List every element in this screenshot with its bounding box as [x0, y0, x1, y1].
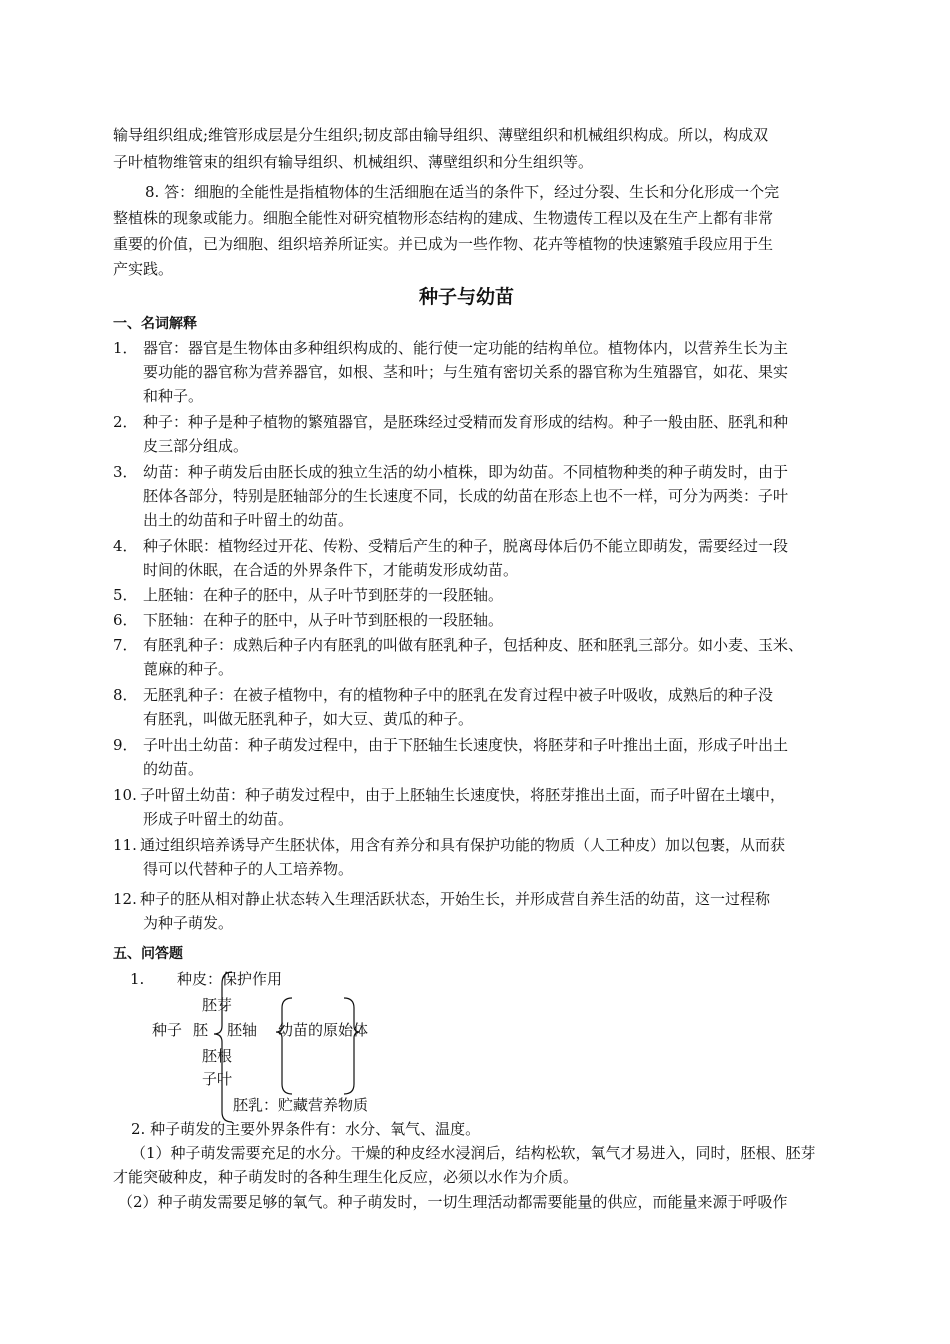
intro-answer-8-line-2: 整植株的现象或能力。细胞全能性对研究植物形态结构的建成、生物遗传工程以及在生产上都有非常 — [113, 209, 774, 227]
q1-number: 1. — [130, 970, 145, 988]
item-number: 3． — [113, 463, 138, 481]
embryo-label: 胚 — [193, 1021, 209, 1039]
part5-heading: 五、问答题 — [113, 946, 183, 962]
water-condition-line-2: 才能突破种皮，种子萌发时的各种生理生化反应，必须以水作为介质。 — [113, 1168, 579, 1186]
item-text: 上胚轴：在种子的胚中，从子叶节到胚芽的一段胚轴。 — [143, 586, 504, 604]
item-text: 下胚轴：在种子的胚中，从子叶节到胚根的一段胚轴。 — [143, 611, 504, 629]
embryonic-axis-label: 胚轴 — [227, 1021, 258, 1039]
item-number: 9． — [113, 736, 138, 754]
item-number: 10. — [113, 786, 137, 804]
item-number: 1． — [113, 339, 138, 357]
seedling-primordium-label: 幼苗的原始体 — [278, 1021, 369, 1039]
item-text: 无胚乳种子：在被子植物中，有的植物种子中的胚乳在发育过程中被子叶吸收，成熟后的种子没 — [143, 686, 774, 704]
water-condition-line-1: （1）种子萌发需要充足的水分。干燥的种皮经水浸润后，结构松软，氧气才易进入，同时，胚根、胚芽 — [131, 1144, 816, 1162]
item-text: 幼苗：种子萌发后由胚长成的独立生活的幼小植株，即为幼苗。不同植物种类的种子萌发时，由于 — [143, 463, 789, 481]
item-text: 和种子。 — [143, 387, 204, 405]
seed-coat-label: 种皮：保护作用 — [177, 970, 283, 988]
item-text: 为种子萌发。 — [143, 914, 234, 932]
item-text: 出土的幼苗和子叶留土的幼苗。 — [143, 511, 354, 529]
item-text: 有胚乳，叫做无胚乳种子，如大豆、黄瓜的种子。 — [143, 710, 474, 728]
intro-answer-8-line-4: 产实践。 — [113, 260, 174, 278]
item-text: 有胚乳种子：成熟后种子内有胚乳的叫做有胚乳种子，包括种皮、胚和胚乳三部分。如小麦、玉米、 — [143, 636, 804, 654]
embryo-left-brace — [276, 998, 292, 1094]
part1-heading: 一、名词解释 — [113, 316, 197, 332]
intro-line-1: 输导组织组成;维管形成层是分生组织;韧皮部由输导组织、薄壁组织和机械组织构成。所以，构成双 — [113, 126, 769, 144]
item-number: 4． — [113, 537, 138, 555]
section-title: 种子与幼苗 — [419, 286, 515, 308]
item-text: 器官：器官是生物体由多种组织构成的、能行使一定功能的结构单位。植物体内，以营养生长为主 — [143, 339, 789, 357]
radicle-label: 胚根 — [202, 1047, 233, 1065]
item-text: 种子的胚从相对静止状态转入生理活跃状态，开始生长，并形成营自养生活的幼苗，这一过程称 — [140, 890, 771, 908]
item-number: 5． — [113, 586, 138, 604]
item-text: 要功能的器官称为营养器官，如根、茎和叶；与生殖有密切关系的器官称为生殖器官，如花、果实 — [143, 363, 789, 381]
intro-answer-8-line-1: 8. 答：细胞的全能性是指植物体的生活细胞在适当的条件下，经过分裂、生长和分化形成一个完 — [145, 183, 780, 201]
item-text: 皮三部分组成。 — [143, 437, 249, 455]
plumule-label: 胚芽 — [202, 996, 233, 1014]
item-text: 得可以代替种子的人工培养物。 — [143, 860, 354, 878]
item-number: 12. — [113, 890, 137, 908]
item-number: 7． — [113, 636, 138, 654]
item-text: 的幼苗。 — [143, 760, 204, 778]
item-text: 种子休眠：植物经过开花、传粉、受精后产生的种子，脱离母体后仍不能立即萌发，需要经过一段 — [143, 537, 789, 555]
q2-line: 2. 种子萌发的主要外界条件有：水分、氧气、温度。 — [131, 1120, 481, 1138]
item-text: 子叶留土幼苗：种子萌发过程中，由于上胚轴生长速度快，将胚芽推出土面，而子叶留在土壤中， — [140, 786, 786, 804]
item-number: 2． — [113, 413, 138, 431]
endosperm-label: 胚乳：贮藏营养物质 — [233, 1096, 369, 1114]
item-text: 胚体各部分，特别是胚轴部分的生长速度不同，长成的幼苗在形态上也不一样，可分为两类：子叶 — [143, 487, 789, 505]
seed-label: 种子 — [152, 1021, 183, 1039]
cotyledon-label: 子叶 — [202, 1070, 233, 1088]
item-text: 子叶出土幼苗：种子萌发过程中，由于下胚轴生长速度快，将胚芽和子叶推出土面，形成子叶出土 — [143, 736, 789, 754]
item-text: 种子：种子是种子植物的繁殖器官，是胚珠经过受精而发育形成的结构。种子一般由胚、胚乳和种 — [143, 413, 789, 431]
item-number: 8． — [113, 686, 138, 704]
main-left-brace — [214, 972, 232, 1122]
item-text: 通过组织培养诱导产生胚状体，用含有养分和具有保护功能的物质（人工种皮）加以包裹，从而获 — [140, 836, 786, 854]
item-text: 时间的休眠，在合适的外界条件下，才能萌发形成幼苗。 — [143, 561, 519, 579]
item-number: 6． — [113, 611, 138, 629]
item-number: 11. — [113, 836, 137, 854]
embryo-right-brace — [344, 998, 360, 1094]
item-text: 蓖麻的种子。 — [143, 660, 234, 678]
intro-answer-8-line-3: 重要的价值，已为细胞、组织培养所证实。并已成为一些作物、花卉等植物的快速繁殖手段应用于生 — [113, 235, 774, 253]
intro-line-2: 子叶植物维管束的组织有输导组织、机械组织、薄壁组织和分生组织等。 — [113, 153, 594, 171]
item-text: 形成子叶留土的幼苗。 — [143, 810, 294, 828]
oxygen-condition-line: （2）种子萌发需要足够的氧气。种子萌发时，一切生理活动都需要能量的供应，而能量来源于呼吸作 — [118, 1193, 788, 1211]
